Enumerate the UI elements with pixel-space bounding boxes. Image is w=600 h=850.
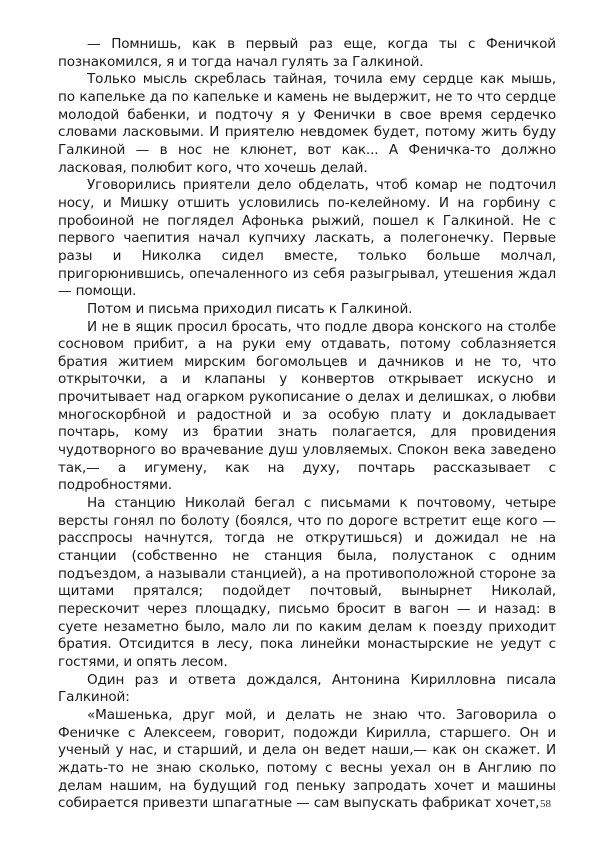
paragraph: — Помнишь, как в первый раз еще, когда ты с Феничкой познакомился, я и тогда начал гулять за Галкиной.	[58, 36, 556, 70]
paragraph: Потом и письма приходил писать к Галкиной.	[87, 300, 413, 317]
paragraph: Только мысль скреблась тайная, точила ему сердце как мышь, по капельке да по капельке и камень не выдержит, не то что сердце молодой бабенки, и подточу я у Фенички в свое время сердечко словами ласковыми. И приятелю невдомек будет, потому жить буду Галкиной — в нос не клюнет, вот как... А Феничка-то должно ласковая, полюбит кого, что хочешь делай.	[58, 71, 556, 176]
paragraph: Уговорились приятели дело обделать, чтоб комар не подточил носу, и Мишку отшить условились по-келейному. И на горбину с пробоиной не поглядел Афонька рыжий, пошел к Галкиной. Не с первого чаепития начал купчиху ласкать, а полегонечку. Первые разы и Николка сидел вместе, только больше молчал, пригорюнившись, опечаленного из себя разыгрывал, утешения ждал — помощи.	[58, 177, 556, 300]
paragraph: «Машенька, друг мой, и делать не знаю что. Заговорила о Феничке с Алексеем, говорит, подожди Кирилла, старшего. Он и ученый у нас, и старший, и дела он ведет наши,— как он скажет. И ждать-то не знаю сколько, потому с весны уехал он в Англию по делам нашим, на будущий год пеньку запродать хочет и машины собирается привезти шпагатные — сам выпускать фабрикат хочет,	[58, 706, 556, 812]
document-body	[58, 36, 556, 813]
paragraph: И не в ящик просил бросать, что подле двора конского на столбе сосновом прибит, а на руки ему отдавать, потому соблазняется братия житием мирским богомольцев и дачников и не то, что открыточки, а и клапаны у конвертов открывает искусно и прочитывает над огарком рукописание о делах и делишках, о любви многоскорбной и радостной и за особую плату и докладывает почтарь, кому из братии знать полагается, для провидения чудотворного во врачевание душ уловляемых. Спокон века заведено так,— а игумену, как на духу, почтарь рассказывает с подробностями.	[58, 318, 556, 494]
paragraph: На станцию Николай бегал с письмами к почтовому, четыре версты гонял по болоту (боялся, что по дороге встретит еще кого — расспросы начнутся, тогда не открутишься) и дожидал не на станции (собственно не станция была, полустанок с одним подъездом, а называли станцией), а на противоположной стороне за щитами прятался; подойдет почтовый, вынырнет Николай, перескочит через площадку, письмо бросит в вагон — и назад: в суете незаметно было, мало ли по каким делам к поезду приходит братия. Отсидится в лесу, пока линейки монастырские не уедут с гостями, и опять лесом.	[58, 495, 556, 670]
page-number: 58	[540, 798, 551, 810]
paragraph: Один раз и ответа дождался, Антонина Кирилловна писала Галкиной:	[58, 671, 556, 706]
